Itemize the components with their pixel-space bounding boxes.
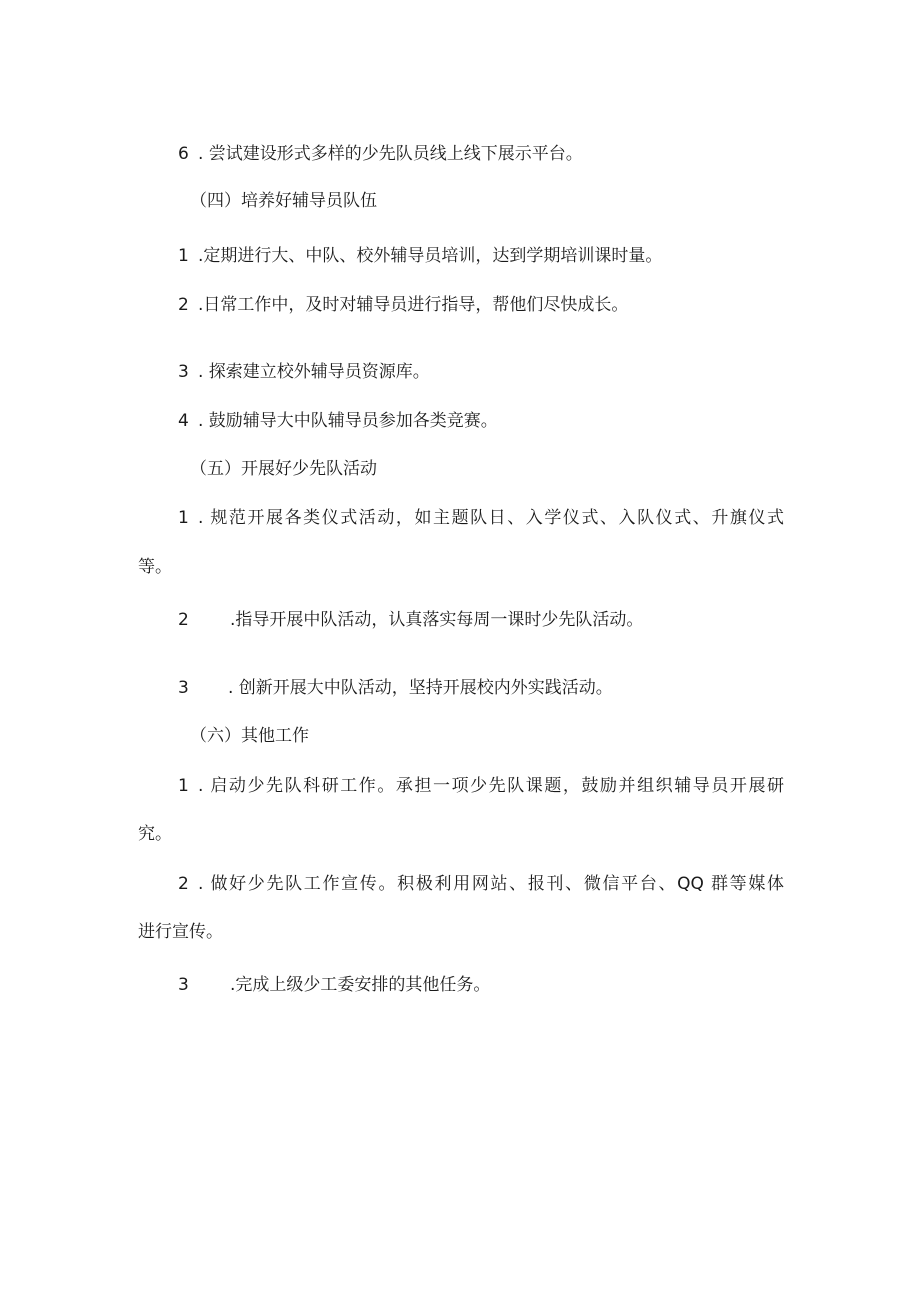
item-number: 3 [178, 678, 189, 698]
item-text: .指导开展中队活动，认真落实每周一课时少先队活动。 [230, 610, 644, 630]
item-continuation: 进行宣传。 [138, 922, 223, 942]
item-text: . 做好少先队工作宣传。积极利用网站、报刊、微信平台、QQ 群等媒体 [198, 874, 784, 894]
item-continuation: 等。 [138, 557, 172, 577]
list-item [178, 293, 628, 317]
item-text: .完成上级少工委安排的其他任务。 [230, 975, 491, 995]
list-item [178, 506, 784, 530]
item-number: 2 [178, 874, 189, 894]
item-text: .日常工作中，及时对辅导员进行指导，帮他们尽快成长。 [198, 295, 629, 315]
list-item [178, 676, 613, 700]
list-item [178, 142, 583, 166]
list-item [178, 244, 662, 268]
list-item [178, 872, 784, 896]
item-number: 4 [178, 411, 189, 431]
item-number: 3 [178, 975, 189, 995]
section-heading: （五）开展好少先队活动 [190, 459, 377, 479]
item-text: . 创新开展大中队活动，坚持开展校内外实践活动。 [228, 678, 613, 698]
item-number: 3 [178, 362, 189, 382]
list-item [178, 360, 430, 384]
list-item [178, 409, 498, 433]
section-heading: （四）培养好辅导员队伍 [190, 191, 377, 211]
item-number: 1 [178, 776, 189, 796]
item-number: 2 [178, 295, 189, 315]
item-text: .定期进行大、中队、校外辅导员培训，达到学期培训课时量。 [198, 246, 663, 266]
item-continuation: 究。 [138, 824, 172, 844]
item-text: . 鼓励辅导大中队辅导员参加各类竞赛。 [198, 411, 498, 431]
item-text: . 探索建立校外辅导员资源库。 [198, 362, 430, 382]
list-item [178, 608, 643, 632]
item-number: 1 [178, 508, 189, 528]
list-item [178, 774, 784, 798]
item-text: . 规范开展各类仪式活动，如主题队日、入学仪式、入队仪式、升旗仪式 [198, 508, 784, 528]
section-heading: （六）其他工作 [190, 726, 309, 746]
item-number: 6 [178, 144, 189, 164]
item-number: 1 [178, 246, 189, 266]
item-text: . 尝试建设形式多样的少先队员线上线下展示平台。 [198, 144, 583, 164]
item-text: . 启动少先队科研工作。承担一项少先队课题，鼓励并组织辅导员开展研 [198, 776, 784, 796]
list-item [178, 973, 490, 997]
item-number: 2 [178, 610, 189, 630]
